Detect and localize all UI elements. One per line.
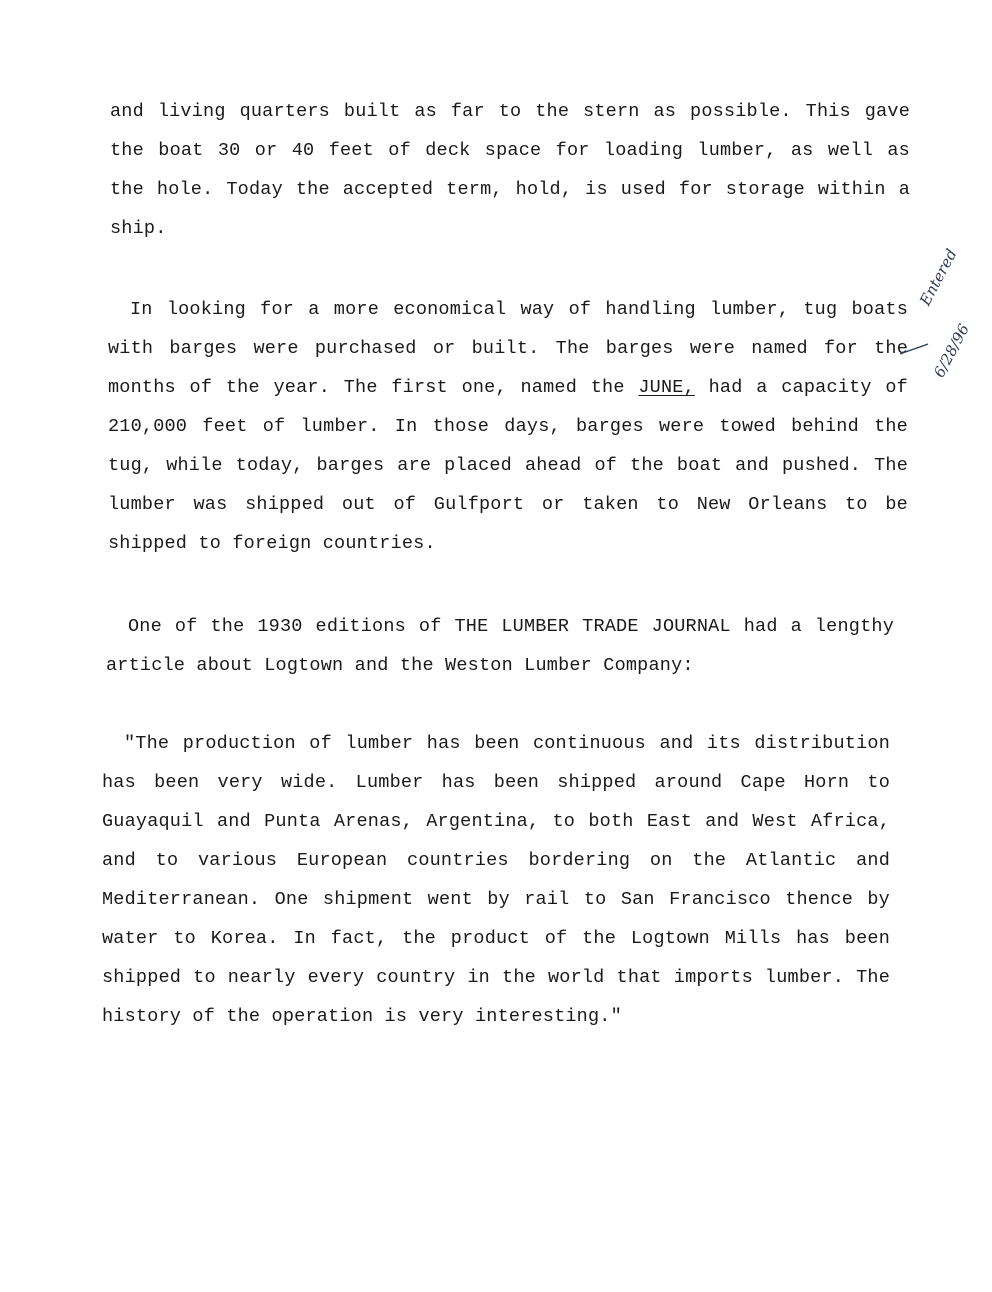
quotation-paragraph <box>102 724 890 1036</box>
paragraph-3-text: One of the 1930 editions of THE LUMBER TRADE JOURNAL had a lengthy article about Logtown and the Weston Lumber Company: <box>106 616 894 676</box>
handwritten-date-note: 6/28/96 <box>930 320 974 381</box>
paragraph-2-text-start: In looking for a more economical way of handling lumber, tug boats with barges were purchased or built. The barges were named for the months of the year. The first one, named the <box>108 299 908 398</box>
paragraph-3 <box>106 607 894 685</box>
paragraph-2 <box>108 290 908 563</box>
quotation-text: "The production of lumber has been continuous and its distribution has been very wide. Lumber has been shipped around Cape Horn to Guayaquil and Punta Arenas, Argentina, to both East and West Africa, and to various European countries bordering on the Atlantic and Mediterranean. One shipment went by rail to San Francisco thence by water to Korea. In fact, the product of the Logtown Mills has been shipped to nearly every country in the world that imports lumber. The history of the operation is very interesting." <box>102 733 890 1027</box>
barge-name-underlined: JUNE, <box>638 377 695 398</box>
handwritten-entered-note: Entered <box>916 245 961 309</box>
paragraph-1 <box>110 92 910 248</box>
paragraph-2-text-end: had a capacity of 210,000 feet of lumber. In those days, barges were towed behind the tug, while today, barges are placed ahead of the boat and pushed. The lumber was shipped out of Gulfport or taken to New Orleans to be shipped to foreign countries. <box>108 377 908 554</box>
paragraph-1-text: and living quarters built as far to the stern as possible. This gave the boat 30 or 40 feet of deck space for loading lumber, as well as the hole. Today the accepted term, hold, is used for storage within a ship. <box>110 101 910 239</box>
